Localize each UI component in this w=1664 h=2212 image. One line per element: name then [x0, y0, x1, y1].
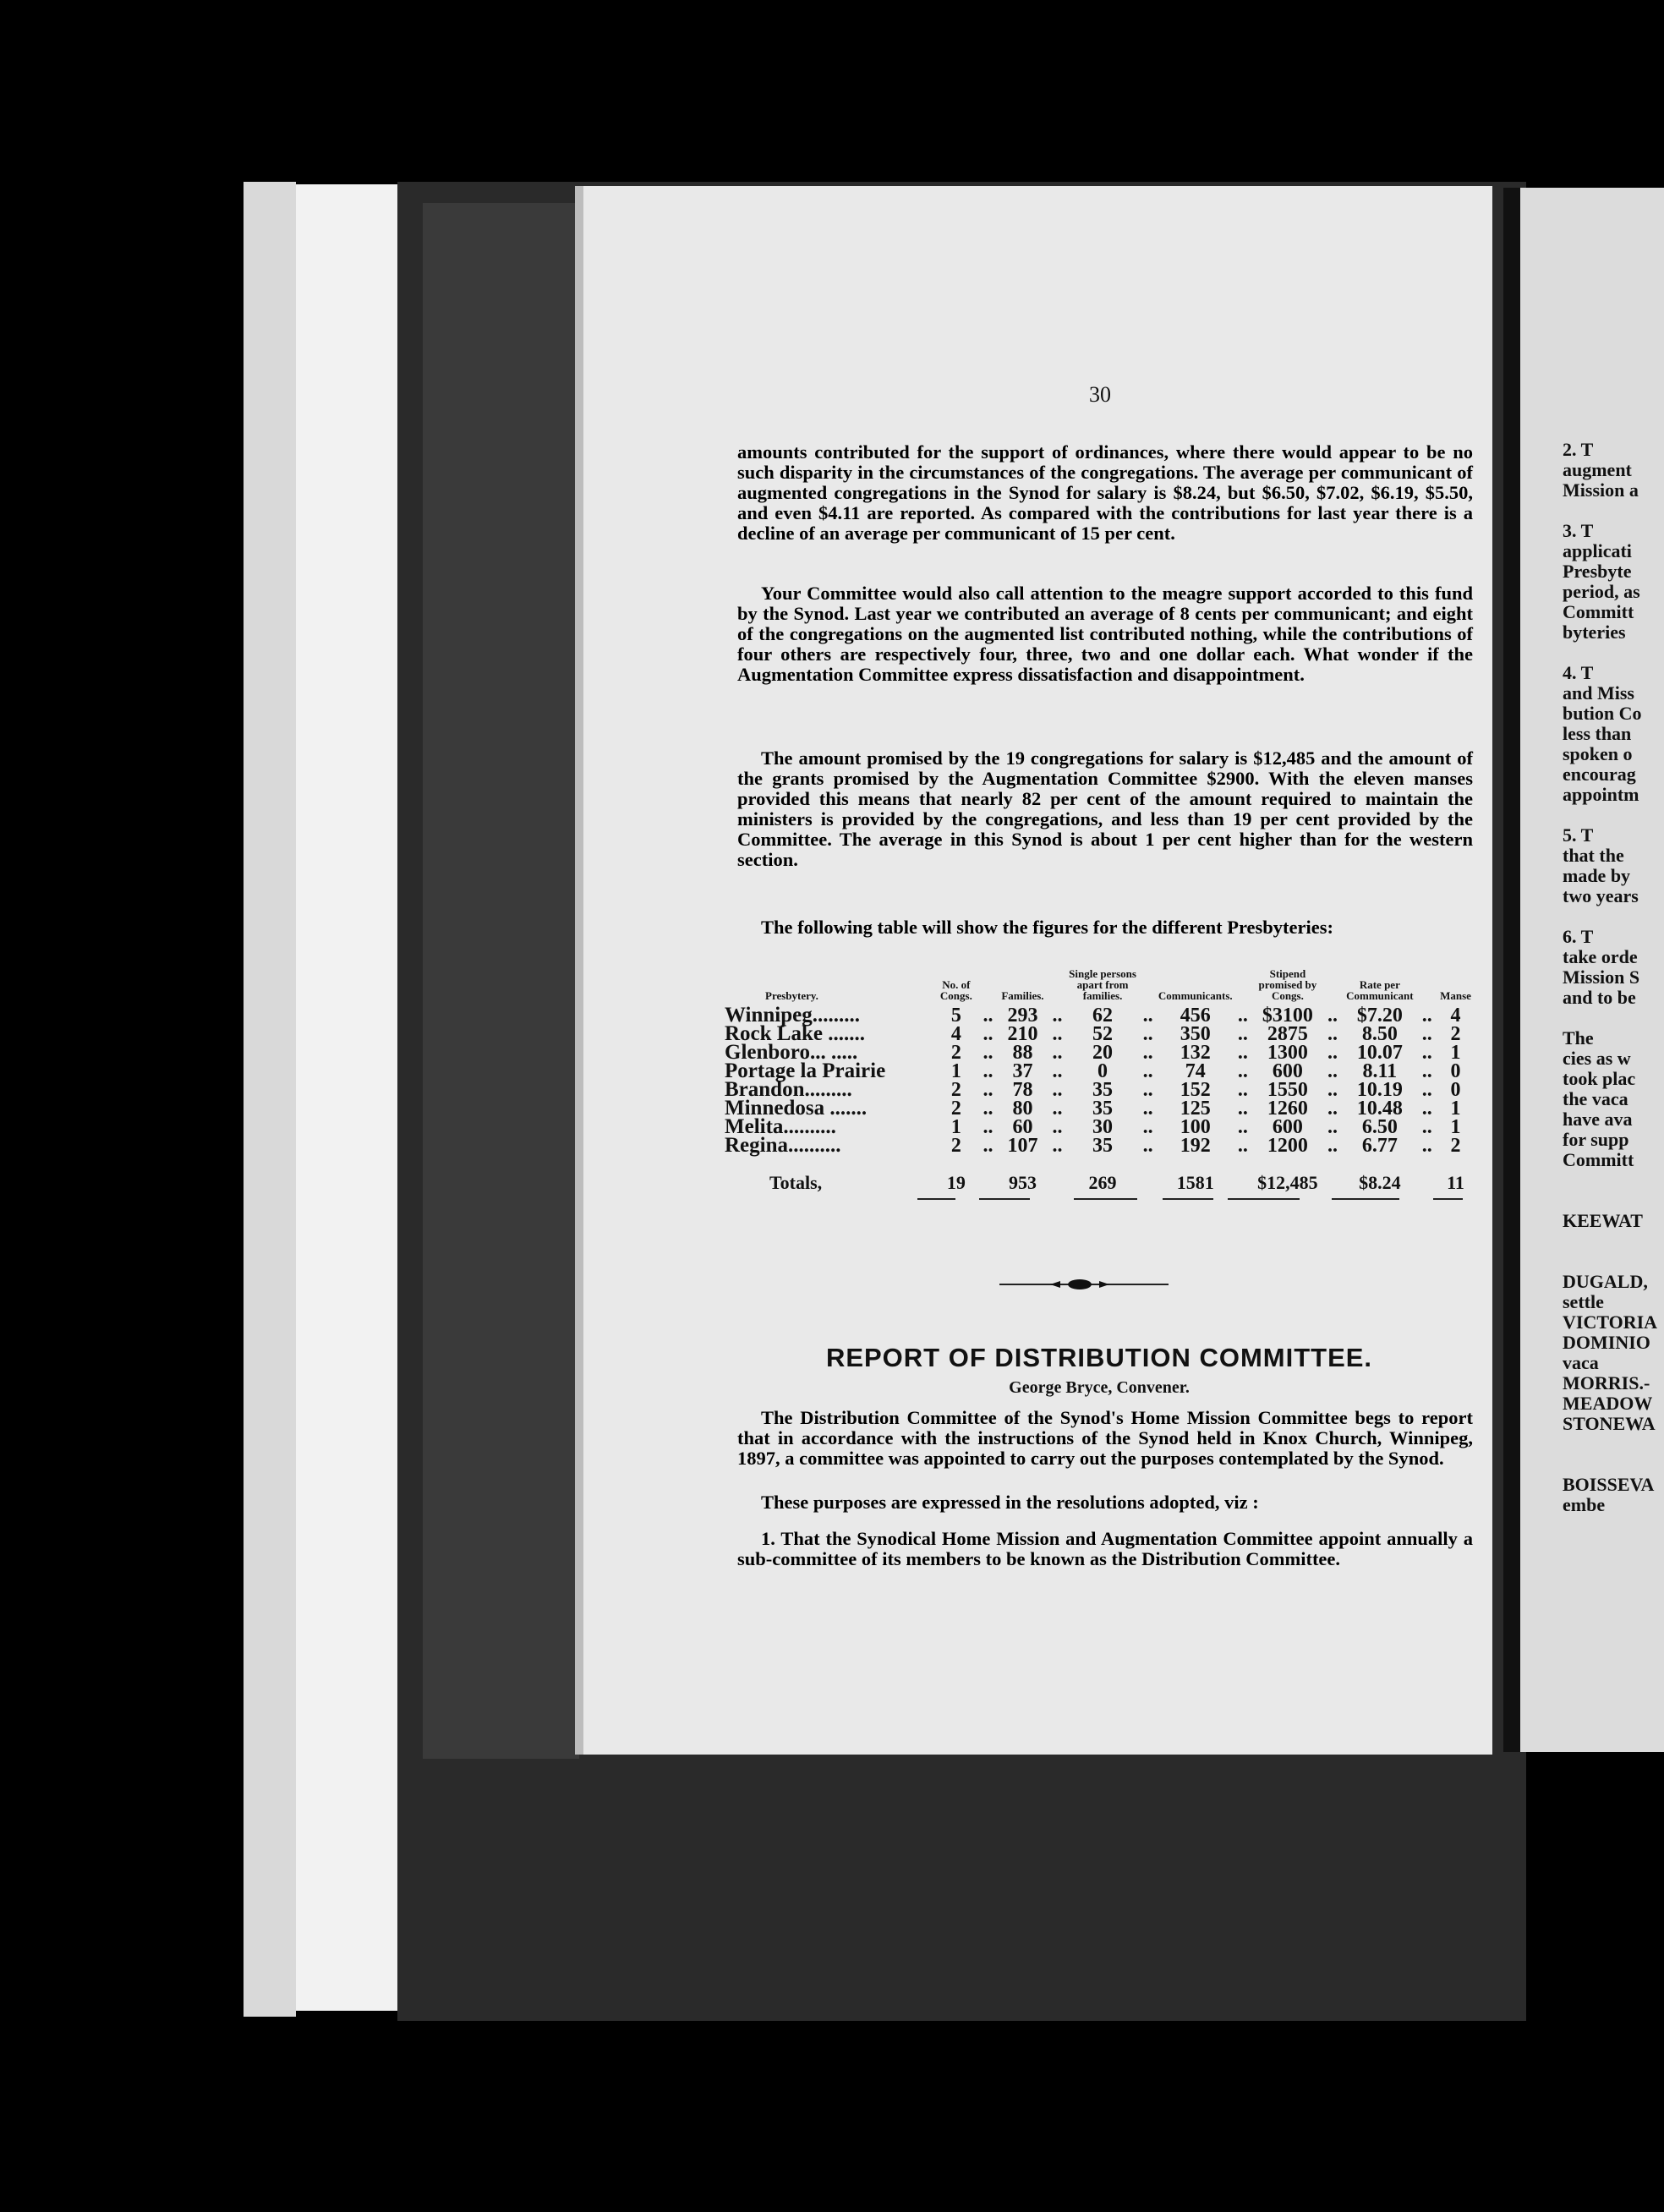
col-communicants: 152 [1180, 1079, 1211, 1101]
facing-page-line: took plac [1563, 1068, 1636, 1089]
dot-leader: .. [1237, 1079, 1248, 1101]
dot-leader: .. [1142, 1098, 1153, 1120]
total-rule [979, 1198, 1030, 1200]
facing-page-line: 4. T [1563, 662, 1594, 683]
facing-page-line: and Miss [1563, 682, 1634, 704]
facing-page-line: MORRIS.- [1563, 1372, 1650, 1393]
presbytery-name: Portage la Prairie [725, 1059, 886, 1082]
facing-page-line: DOMINIO [1563, 1332, 1650, 1353]
col-single: 30 [1092, 1116, 1114, 1138]
col-single: 52 [1092, 1023, 1114, 1045]
dot-leader: .. [1327, 1042, 1338, 1064]
col-header-families: Families. [1001, 989, 1044, 1002]
facing-page-line: Mission S [1563, 966, 1640, 988]
binder-spine [423, 203, 579, 1759]
col-single: 35 [1092, 1079, 1114, 1101]
col-communicants: 125 [1180, 1098, 1211, 1120]
dot-leader: .. [1421, 1098, 1432, 1120]
dot-leader: .. [1052, 1116, 1063, 1138]
col-rate: 10.48 [1356, 1098, 1403, 1120]
dot-leader: .. [1052, 1098, 1063, 1120]
col-congs: 1 [950, 1060, 961, 1082]
dot-leader: .. [1142, 1060, 1153, 1082]
dot-leader: .. [1421, 1023, 1432, 1045]
total-manse: 11 [1447, 1172, 1464, 1193]
facing-page-line: spoken o [1563, 743, 1633, 764]
page-gutter [1503, 188, 1520, 1752]
dot-leader: .. [1421, 1042, 1432, 1064]
col-congs: 2 [950, 1135, 961, 1157]
facing-page-line [1563, 906, 1664, 927]
dot-leader: .. [1142, 1023, 1153, 1045]
paragraph-distribution-report: The Distribution Committee of the Synod's Home Mission Committee begs to report that in accordance with the instructions of the Synod held in Knox Church, Winnipeg, 1897, a committee was appointed to carry out the purposes contemplated by the Synod. [737, 1407, 1473, 1469]
leader-spacer [1048, 1155, 1065, 1192]
facing-page-line: made by [1563, 865, 1631, 886]
facing-page-line [1563, 1191, 1664, 1211]
facing-page-line: STONEWA [1563, 1413, 1656, 1434]
facing-page-line [1563, 1170, 1664, 1191]
col-communicants: 132 [1180, 1042, 1211, 1064]
facing-page-line: settle [1563, 1291, 1604, 1312]
col-manse: 0 [1450, 1079, 1461, 1101]
table-row [723, 1136, 1475, 1155]
col-families: 60 [1012, 1116, 1033, 1138]
dot-leader: .. [1052, 1005, 1063, 1027]
col-rate: 6.50 [1361, 1116, 1398, 1138]
col-congs: 2 [950, 1079, 961, 1101]
dot-leader: .. [1237, 1042, 1248, 1064]
col-header-single: Single persons apart from families. [1069, 967, 1136, 1002]
dot-leader: .. [1142, 1079, 1153, 1101]
col-rate: $7.20 [1356, 1005, 1403, 1027]
facing-page-line: 5. T [1563, 824, 1594, 846]
total-rule [1228, 1198, 1300, 1200]
col-stipend: 1550 [1267, 1079, 1308, 1101]
facing-page-line: the vaca [1563, 1088, 1628, 1109]
col-single: 35 [1092, 1098, 1114, 1120]
facing-page-line: embe [1563, 1494, 1606, 1515]
dot-leader: .. [1327, 1079, 1338, 1101]
leader-spacer [1139, 968, 1156, 1006]
facing-page-line: period, as [1563, 581, 1640, 602]
facing-page-line: VICTORIA [1563, 1311, 1658, 1333]
section-heading: REPORT OF DISTRIBUTION COMMITTEE. [825, 1343, 1373, 1372]
col-congs: 5 [950, 1005, 961, 1027]
presbytery-name: Rock Lake ....... [725, 1022, 865, 1045]
col-manse: 2 [1450, 1023, 1461, 1045]
presbytery-name: Regina.......... [725, 1134, 841, 1157]
facing-page-line: less than [1563, 723, 1632, 744]
facing-page-line: KEEWAT [1563, 1210, 1643, 1231]
facing-page-line: Committ [1563, 601, 1634, 622]
binder-board-edge [296, 184, 397, 2011]
dot-leader: .. [1421, 1079, 1432, 1101]
dot-leader: .. [983, 1135, 993, 1157]
total-rule [917, 1198, 955, 1200]
total-comm: 1581 [1176, 1172, 1214, 1193]
facing-page-line [1563, 1454, 1664, 1475]
col-manse: 0 [1450, 1060, 1461, 1082]
col-manse: 2 [1450, 1135, 1461, 1157]
total-rate: $8.24 [1359, 1172, 1401, 1193]
facing-page-line [1563, 501, 1664, 521]
dot-leader: .. [1327, 1135, 1338, 1157]
col-rate: 8.11 [1362, 1060, 1398, 1082]
facing-page-line: vaca [1563, 1352, 1599, 1373]
dot-leader: .. [983, 1042, 993, 1064]
dot-leader: .. [1327, 1060, 1338, 1082]
total-rule [1433, 1198, 1463, 1200]
leader-spacer [1234, 1155, 1251, 1192]
table-header-row [723, 968, 1475, 1006]
dot-leader: .. [1052, 1060, 1063, 1082]
leader-spacer [979, 968, 996, 1006]
facing-page-line [1563, 643, 1664, 663]
dot-leader: .. [1421, 1005, 1432, 1027]
facing-page-line: that the [1563, 845, 1624, 866]
col-stipend: 600 [1272, 1060, 1303, 1082]
paragraph-table-intro: The following table will show the figures for the different Presbyteries: [761, 917, 1334, 938]
dot-leader: .. [1052, 1135, 1063, 1157]
col-families: 78 [1012, 1079, 1033, 1101]
col-single: 20 [1092, 1042, 1114, 1064]
leader-spacer [1234, 968, 1251, 1006]
col-stipend: 1260 [1267, 1098, 1308, 1120]
col-communicants: 100 [1180, 1116, 1211, 1138]
col-manse: 1 [1450, 1098, 1461, 1120]
total-rule [1074, 1198, 1137, 1200]
convener-line: George Bryce, Convener. [1009, 1378, 1190, 1397]
col-congs: 4 [950, 1023, 961, 1045]
leader-spacer [1419, 968, 1436, 1006]
col-stipend: 1300 [1267, 1042, 1308, 1064]
dot-leader: .. [983, 1116, 993, 1138]
leader-spacer [1048, 968, 1065, 1006]
paragraph-amount-promised: The amount promised by the 19 congregations for salary is $12,485 and the amount of the grants promised by the Augmentation Committee $2900. With the eleven manses provided this means that nearly 82 per cent of the amount required to maintain the ministers is provided by the congregations, and less than 19 per cent provided by the Committee. The average in this Synod is about 1 per cent higher than for the western section. [737, 747, 1473, 870]
facing-page-line: take orde [1563, 946, 1638, 967]
dot-leader: .. [1327, 1098, 1338, 1120]
col-congs: 1 [950, 1116, 961, 1138]
total-stipend: $12,485 [1257, 1172, 1318, 1193]
leader-spacer [1139, 1155, 1156, 1192]
facing-page-text [1563, 440, 1664, 1515]
col-single: 62 [1092, 1005, 1114, 1027]
paragraph-ordinances: amounts contributed for the support of ordinances, where there would appear to be no such disparity in the circumstances of the congregations. The average per communicant of augmented congregations in the Synod for salary is $8.24, but $6.50, $7.02, $6.19, $5.50, and even $4.11 are reported. As compared with the contributions for last year there is a decline of an average per communicant of 15 per cent. [737, 441, 1473, 544]
dot-leader: .. [1237, 1116, 1248, 1138]
col-families: 293 [1007, 1005, 1038, 1027]
facing-page-line: Committ [1563, 1149, 1634, 1170]
col-manse: 1 [1450, 1042, 1461, 1064]
col-stipend: 1200 [1267, 1135, 1308, 1157]
col-single: 35 [1092, 1135, 1114, 1157]
facing-page-line: cies as w [1563, 1048, 1631, 1069]
totals-row [723, 1155, 1475, 1192]
dot-leader: .. [1421, 1060, 1432, 1082]
presbytery-name: Minnedosa ....... [725, 1097, 868, 1120]
col-header-congs: No. of Congs. [939, 978, 972, 1002]
col-stipend: 2875 [1267, 1023, 1308, 1045]
paragraph-resolution-1: 1. That the Synodical Home Mission and Augmentation Committee appoint annually a sub-committee of its members to be known as the Distribution Committee. [737, 1528, 1473, 1569]
col-communicants: 74 [1185, 1060, 1206, 1082]
col-congs: 2 [950, 1042, 961, 1064]
facing-page-line: augment [1563, 459, 1632, 480]
dot-leader: .. [1052, 1079, 1063, 1101]
col-header-stipend: Stipend promised by Congs. [1258, 967, 1317, 1002]
dot-leader: .. [1327, 1116, 1338, 1138]
facing-page-line: applicati [1563, 540, 1632, 561]
leader-spacer [1419, 1155, 1436, 1192]
total-congs: 19 [946, 1172, 966, 1193]
dot-leader: .. [1142, 1135, 1153, 1157]
dot-leader: .. [983, 1060, 993, 1082]
leader-spacer [1324, 968, 1341, 1006]
col-manse: 4 [1450, 1005, 1461, 1027]
dot-leader: .. [983, 1098, 993, 1120]
col-families: 88 [1012, 1042, 1033, 1064]
dot-leader: .. [1327, 1023, 1338, 1045]
col-rate: 10.07 [1356, 1042, 1403, 1064]
dot-leader: .. [1237, 1135, 1248, 1157]
facing-page-line: encourag [1563, 764, 1636, 785]
facing-page-line: 6. T [1563, 926, 1594, 947]
presbytery-name: Melita.......... [725, 1115, 836, 1138]
col-families: 107 [1007, 1135, 1038, 1157]
dot-leader: .. [1327, 1005, 1338, 1027]
facing-page-line: BOISSEVA [1563, 1474, 1655, 1495]
dot-leader: .. [1052, 1042, 1063, 1064]
facing-page-line: 2. T [1563, 440, 1594, 460]
dot-leader: .. [983, 1079, 993, 1101]
dot-leader: .. [1421, 1135, 1432, 1157]
col-families: 37 [1012, 1060, 1033, 1082]
col-communicants: 192 [1180, 1135, 1211, 1157]
dot-leader: .. [1237, 1098, 1248, 1120]
dot-leader: .. [1237, 1060, 1248, 1082]
col-header-communicants: Communicants. [1158, 989, 1233, 1002]
facing-page-line: The [1563, 1027, 1594, 1049]
facing-page-line [1563, 1008, 1664, 1028]
dot-leader: .. [1142, 1005, 1153, 1027]
total-rule [1163, 1198, 1213, 1200]
facing-page-line: and to be [1563, 987, 1636, 1008]
col-manse: 1 [1450, 1116, 1461, 1138]
col-rate: 8.50 [1361, 1023, 1398, 1045]
paragraph-meagre-support: Your Committee would also call attention to the meagre support accorded to this fund by the Synod. Last year we contributed an average of 8 cents per communicant; and eight of the congregations on the augmented list contributed nothing, while the contributions of four others are respectively four, three, two and one dollar each. What wonder if the Augmentation Committee express dissatisfaction and disappointment. [737, 583, 1473, 685]
facing-page-line [1563, 1434, 1664, 1454]
col-stipend: $3100 [1262, 1005, 1313, 1027]
col-families: 210 [1007, 1023, 1038, 1045]
col-families: 80 [1012, 1098, 1033, 1120]
col-congs: 2 [950, 1098, 961, 1120]
dot-leader: .. [983, 1023, 993, 1045]
leader-spacer [1324, 1155, 1341, 1192]
facing-page-line [1563, 1251, 1664, 1272]
dot-leader: .. [1421, 1116, 1432, 1138]
facing-page-line: appointm [1563, 784, 1639, 805]
col-stipend: 600 [1272, 1116, 1303, 1138]
facing-page-line: 3. T [1563, 520, 1594, 541]
dot-leader: .. [1052, 1023, 1063, 1045]
presbytery-name: Glenboro... ..... [725, 1041, 858, 1064]
paragraph-purposes: These purposes are expressed in the resolutions adopted, viz : [761, 1492, 1259, 1513]
total-rule [1332, 1198, 1399, 1200]
facing-page-line [1563, 805, 1664, 825]
dot-leader: .. [1142, 1042, 1153, 1064]
facing-page-line: DUGALD, [1563, 1271, 1648, 1292]
col-single: 0 [1097, 1060, 1108, 1082]
facing-page-line: Mission a [1563, 479, 1639, 501]
facing-page-line: byteries [1563, 621, 1626, 643]
totals-label: Totals, [769, 1172, 823, 1193]
facing-page-line: two years [1563, 885, 1639, 906]
dot-leader: .. [1237, 1005, 1248, 1027]
col-rate: 6.77 [1361, 1135, 1398, 1157]
col-header-rate: Rate per Communicant [1346, 978, 1414, 1002]
col-communicants: 456 [1180, 1005, 1211, 1027]
dot-leader: .. [1237, 1023, 1248, 1045]
col-header-manse: Manse [1440, 989, 1471, 1002]
total-families: 953 [1008, 1172, 1037, 1193]
leader-spacer [979, 1155, 996, 1192]
dot-leader: .. [983, 1005, 993, 1027]
col-communicants: 350 [1180, 1023, 1211, 1045]
facing-page-line: have ava [1563, 1109, 1633, 1130]
dot-leader: .. [1142, 1116, 1153, 1138]
col-rate: 10.19 [1356, 1079, 1403, 1101]
facing-page-line [1563, 1231, 1664, 1251]
binder-board-left [244, 182, 296, 2017]
facing-page-line: bution Co [1563, 703, 1642, 724]
presbytery-name: Winnipeg......... [725, 1004, 860, 1027]
presbytery-table [723, 968, 1475, 1192]
page-number: 30 [1089, 382, 1111, 407]
col-header-presbytery: Presbytery. [765, 989, 818, 1002]
presbytery-name: Brandon......... [725, 1078, 852, 1101]
ornament-divider [999, 1278, 1169, 1290]
facing-page-line: for supp [1563, 1129, 1629, 1150]
total-single: 269 [1088, 1172, 1117, 1193]
facing-page-line: MEADOW [1563, 1393, 1653, 1414]
facing-page-line: Presbyte [1563, 561, 1632, 582]
